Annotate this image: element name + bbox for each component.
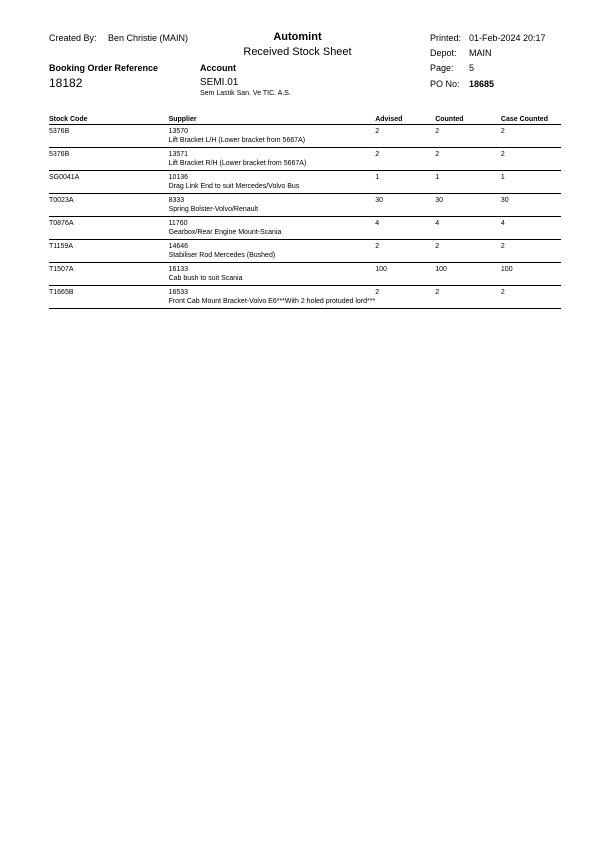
col-header-advised: Advised xyxy=(375,114,435,125)
col-header-stock-code: Stock Code xyxy=(49,114,169,125)
cell-stock-code: T1507A xyxy=(49,263,169,286)
supplier-code: 10136 xyxy=(168,174,189,181)
po-label: PO No: xyxy=(430,79,460,89)
cell-counted: 30 xyxy=(435,194,501,217)
depot-label: Depot: xyxy=(430,48,457,58)
supplier-code: 13571 xyxy=(168,151,189,158)
cell-counted: 1 xyxy=(435,171,501,194)
printed-label: Printed: xyxy=(430,33,462,43)
po-value: 18685 xyxy=(469,79,495,89)
cell-supplier xyxy=(169,194,376,217)
item-description: Spring Bolster-Volvo/Renault xyxy=(168,206,259,213)
cell-stock-code: T1665B xyxy=(49,286,169,309)
cell-stock-code: 5376B xyxy=(49,125,169,148)
cell-stock-code: T1159A xyxy=(49,240,169,263)
cell-counted: 2 xyxy=(435,148,501,171)
item-description: Front Cab Mount Bracket-Volvo E6***With 2 holed protuded lord*** xyxy=(168,298,376,305)
supplier-code: 13570 xyxy=(168,128,189,135)
cell-supplier xyxy=(169,240,376,263)
booking-ref-label: Booking Order Reference xyxy=(49,63,159,73)
supplier-code: 8333 xyxy=(168,197,185,204)
stock-table xyxy=(49,114,561,309)
item-description: Lift Bracket R/H (Lower bracket from 5667A) xyxy=(168,160,307,167)
cell-stock-code: 5376B xyxy=(49,148,169,171)
table-row xyxy=(49,194,561,217)
item-description: Drag Link End to suit Mercedes/Volvo Bus xyxy=(168,183,300,190)
cell-stock-code: SG0041A xyxy=(49,171,169,194)
item-description: Lift Bracket L/H (Lower bracket from 5667A) xyxy=(168,137,306,144)
table-row xyxy=(49,263,561,286)
item-description: Gearbox/Rear Engine Mount-Scania xyxy=(168,229,282,236)
cell-advised: 2 xyxy=(375,125,435,148)
col-header-case-counted: Case Counted xyxy=(501,114,561,125)
account-code: SEMI.01 xyxy=(200,77,239,88)
cell-counted: 100 xyxy=(435,263,501,286)
table-row xyxy=(49,217,561,240)
cell-supplier xyxy=(169,171,376,194)
cell-case-counted: 2 xyxy=(501,125,561,148)
col-header-supplier: Supplier xyxy=(169,114,376,125)
table-header-row xyxy=(49,114,561,125)
table-row xyxy=(49,240,561,263)
cell-supplier xyxy=(169,263,376,286)
table-row xyxy=(49,171,561,194)
cell-counted: 4 xyxy=(435,217,501,240)
created-by-value: Ben Christie (MAIN) xyxy=(108,33,189,43)
account-name: Sem Lastik San. Ve TIC. A.S. xyxy=(200,90,291,97)
account-label: Account xyxy=(200,63,236,73)
company-name: Automint xyxy=(273,31,322,43)
cell-case-counted: 100 xyxy=(501,263,561,286)
cell-case-counted: 2 xyxy=(501,286,561,309)
page-value: 5 xyxy=(469,63,475,73)
item-description: Stabiliser Rod Mercedes (Bushed) xyxy=(168,252,276,259)
cell-counted: 2 xyxy=(435,240,501,263)
cell-counted: 2 xyxy=(435,286,501,309)
cell-supplier xyxy=(169,125,376,148)
document-title: Received Stock Sheet xyxy=(243,46,352,58)
cell-advised: 4 xyxy=(375,217,435,240)
cell-supplier xyxy=(169,286,376,309)
cell-counted: 2 xyxy=(435,125,501,148)
supplier-code: 11760 xyxy=(168,220,188,227)
item-description: Cab bush to suit Scania xyxy=(168,275,243,282)
cell-advised: 30 xyxy=(375,194,435,217)
created-by-label: Created By: xyxy=(49,33,97,43)
cell-advised: 2 xyxy=(375,148,435,171)
cell-advised: 2 xyxy=(375,286,435,309)
supplier-code: 14646 xyxy=(168,243,189,250)
cell-supplier xyxy=(169,217,376,240)
cell-case-counted: 4 xyxy=(501,217,561,240)
cell-case-counted: 1 xyxy=(501,171,561,194)
cell-case-counted: 2 xyxy=(501,240,561,263)
booking-ref-value: 18182 xyxy=(49,76,83,90)
cell-case-counted: 2 xyxy=(501,148,561,171)
page-label: Page: xyxy=(430,63,454,73)
cell-stock-code: T0876A xyxy=(49,217,169,240)
cell-advised: 2 xyxy=(375,240,435,263)
table-row xyxy=(49,148,561,171)
supplier-code: 16133 xyxy=(168,266,189,273)
supplier-code: 16533 xyxy=(168,289,189,296)
table-row xyxy=(49,286,561,309)
depot-value: MAIN xyxy=(469,48,492,58)
cell-stock-code: T0023A xyxy=(49,194,169,217)
printed-value: 01-Feb-2024 20:17 xyxy=(469,33,546,43)
col-header-counted: Counted xyxy=(435,114,501,125)
cell-advised: 100 xyxy=(375,263,435,286)
cell-case-counted: 30 xyxy=(501,194,561,217)
table-row xyxy=(49,125,561,148)
cell-advised: 1 xyxy=(375,171,435,194)
cell-supplier xyxy=(169,148,376,171)
